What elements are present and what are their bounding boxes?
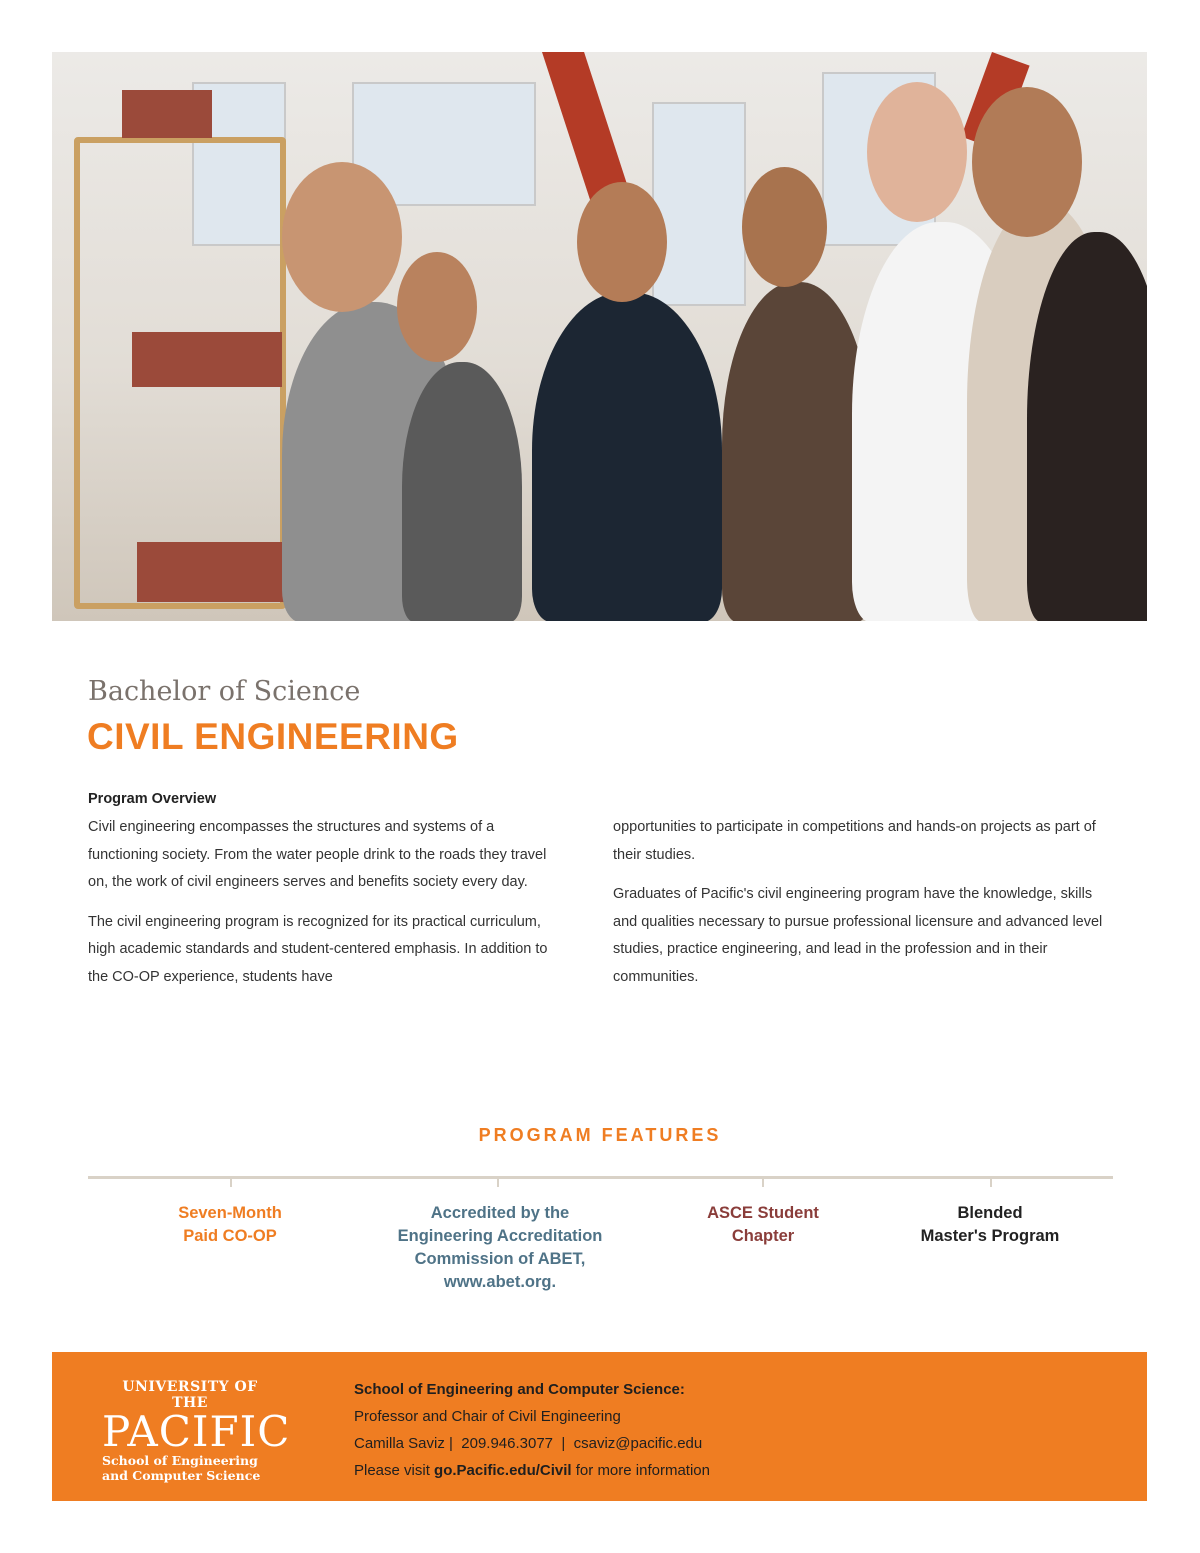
visit-prefix: Please visit (354, 1462, 430, 1479)
head-striped (742, 167, 827, 287)
feature-abet (360, 1202, 640, 1294)
person-woman (402, 362, 522, 621)
separator: | (449, 1435, 462, 1452)
feature-tick (497, 1179, 499, 1187)
feature-line: Blended (957, 1204, 1023, 1222)
visit-suffix: for more information (575, 1462, 710, 1479)
overview-paragraph: Civil engineering encompasses the structures and systems of a functioning society. From the water people drink to the roads they travel on, the work of civil engineers serves and benefits society every day. (88, 819, 547, 890)
feature-coop (130, 1202, 330, 1248)
contact-email[interactable]: csaviz@pacific.edu (573, 1435, 703, 1452)
logo-line: School of Engineering (102, 1453, 258, 1468)
feature-line: Master's Program (920, 1227, 1060, 1245)
head-shark-shirt (577, 182, 667, 302)
contact-block (354, 1376, 710, 1484)
feature-asce (663, 1202, 863, 1248)
school-name: School of Engineering and Computer Science: (354, 1381, 685, 1398)
feature-tick (230, 1179, 232, 1187)
overview-paragraph: Graduates of Pacific's civil engineering program have the knowledge, skills and qualities necessary to pursue professional licensure and advanced level studies, practice engineering, and lead in the profession and in their communities. (613, 886, 1103, 985)
contact-details (354, 1430, 710, 1457)
hero-photo (52, 52, 1147, 621)
contact-role: Professor and Chair of Civil Engineering (354, 1408, 621, 1425)
overview-paragraph: opportunities to participate in competitions and hands-on projects as part of their studies. (613, 819, 1096, 863)
person-shark-shirt (532, 292, 722, 621)
footer-bar (52, 1352, 1147, 1501)
feature-line: Accredited by the (430, 1204, 570, 1222)
overview-heading: Program Overview (88, 791, 217, 807)
feature-line: ASCE Student (707, 1204, 819, 1222)
logo-line: UNIVERSITY OF THE (122, 1379, 258, 1411)
feature-tick (990, 1179, 992, 1187)
person-striped (722, 282, 872, 621)
head-woman (397, 252, 477, 362)
overview-left-column (88, 814, 568, 1003)
logo-line: and Computer Science (102, 1468, 261, 1483)
feature-tick (762, 1179, 764, 1187)
brick-middle (132, 332, 282, 387)
features-divider (88, 1176, 1113, 1179)
head-professor (282, 162, 402, 312)
brick-top (122, 90, 212, 138)
head-plaid (972, 87, 1082, 237)
degree-subtitle: Bachelor of Science (88, 676, 361, 707)
visit-line (354, 1457, 710, 1484)
feature-line: Chapter (731, 1227, 795, 1245)
visit-link[interactable]: go.Pacific.edu/Civil (434, 1462, 572, 1479)
features-heading: PROGRAM FEATURES (478, 1125, 722, 1145)
feature-line: Engineering Accreditation (397, 1227, 603, 1245)
university-logo (102, 1379, 291, 1483)
contact-phone[interactable]: 209.946.3077 (461, 1435, 554, 1452)
window-right (652, 102, 746, 306)
head-white-polo (867, 82, 967, 222)
separator: | (557, 1435, 574, 1452)
feature-line: Commission of ABET, (414, 1250, 586, 1268)
feature-link[interactable]: www.abet.org. (443, 1273, 557, 1291)
brick-bottom (137, 542, 297, 602)
feature-line: Seven-Month (178, 1204, 282, 1222)
page-title: CIVIL ENGINEERING (87, 716, 459, 757)
overview-right-column (613, 814, 1118, 1003)
feature-line: Paid CO-OP (183, 1227, 277, 1245)
person-right-edge (1027, 232, 1147, 621)
feature-blended-masters (880, 1202, 1100, 1248)
overview-paragraph: The civil engineering program is recognized for its practical curriculum, high academic standards and student-centered emphasis. In addition to the CO-OP experience, students have (88, 913, 548, 985)
contact-name: Camilla Saviz (354, 1435, 445, 1452)
logo-wordmark: PACIFIC (102, 1407, 291, 1456)
